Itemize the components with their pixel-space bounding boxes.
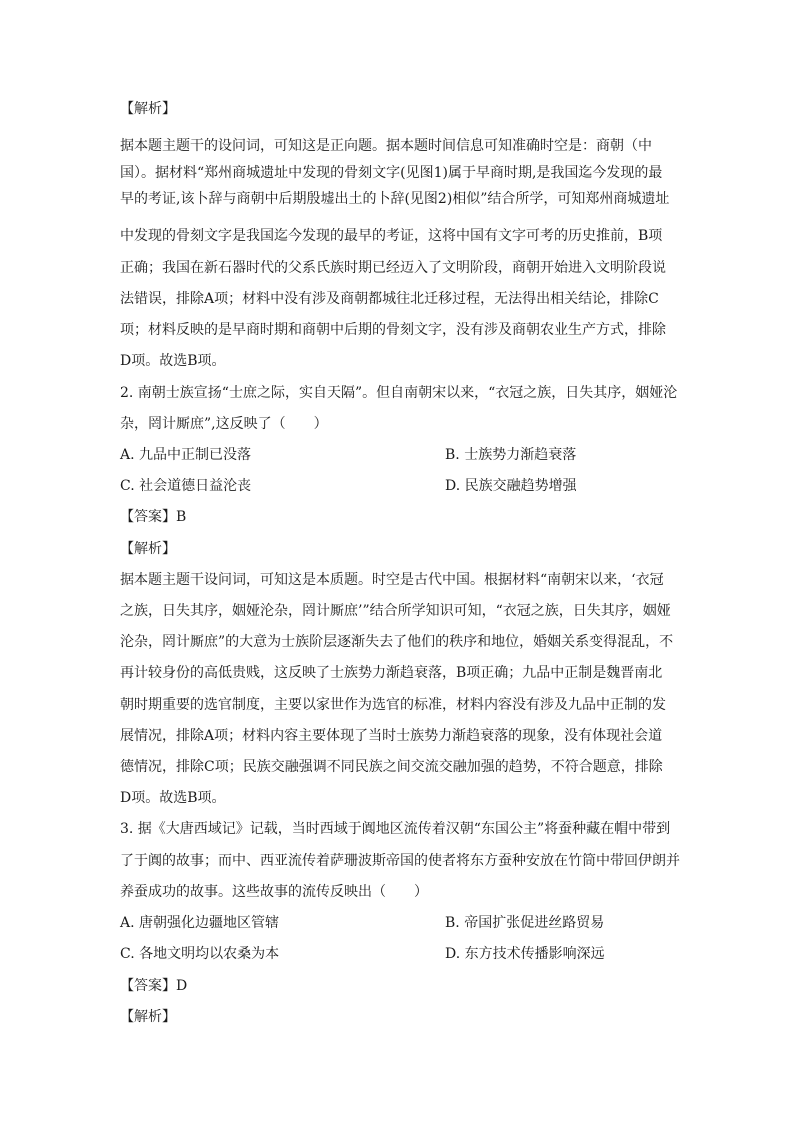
options-row [120,446,676,464]
paragraph-line: 中发现的骨刻文字是我国迄今发现的最早的考证，这将中国有文字可考的历史推前，B项 [120,228,663,244]
answer-line: 【答案】D [120,978,188,994]
option-b: B. 士族势力渐趋衰落 [445,447,577,463]
paragraph-line: D项。故选B项。 [120,790,226,806]
paragraph-line: 据本题主题干设问词，可知这是本质题。时空是古代中国。根据材料“南朝宋以来，‘衣冠 [120,572,664,588]
paragraph-line: 法错误，排除A项；材料中没有涉及商朝都城往北迁移过程，无法得出相关结论，排除C [120,291,659,307]
paragraph-line: 沦杂，罔计厮庶”的大意为士族阶层逐渐失去了他们的秩序和地位，婚姻关系变得混乱，不 [120,634,674,650]
options-row [120,945,676,963]
analysis-heading: 【解析】 [120,101,176,117]
question-3-stem: 养蚕成功的故事。这些故事的流传反映出（ ） [120,884,428,900]
paragraph-line: 正确；我国在新石器时代的父系氏族时期已经迈入了文明阶段，商朝开始进入文明阶段说 [120,260,666,276]
analysis-heading: 【解析】 [120,1009,176,1025]
option-d: D. 民族交融趋势增强 [445,478,577,494]
question-2-stem: 2. 南朝士族宣扬“士庶之际，实自天隔”。但自南朝宋以来，“衣冠之族，日失其序，姻娅沦 [120,385,678,401]
paragraph-line: 之族，日失其序，姻娅沦杂，罔计厮庶’”结合所学知识可知，“衣冠之族，日失其序，姻娅 [120,603,671,619]
option-b: B. 帝国扩张促进丝路贸易 [445,915,605,931]
paragraph-line: 朝时期重要的选官制度，主要以家世作为选官的标准，材料内容没有涉及九品中正制的发 [120,697,666,713]
options-row [120,914,676,932]
option-a: A. 唐朝强化边疆地区管辖 [120,915,280,931]
answer-line: 【答案】B [120,509,187,525]
analysis-heading: 【解析】 [120,541,176,557]
paragraph-line: 国）。据材料“郑州商城遗址中发现的骨刻文字(见图1)属于早商时期,是我国迄今发现的最 [120,165,663,181]
option-d: D. 东方技术传播影响深远 [445,946,605,962]
option-c: C. 社会道德日益沦丧 [120,478,252,494]
question-3-stem: 3. 据《大唐西域记》记载，当时西域于阗地区流传着汉朝“东国公主”将蚕种藏在帽中带到 [120,821,671,837]
question-2-stem: 杂，罔计厮庶”,这反映了（ ） [120,416,328,432]
paragraph-line: D项。故选B项。 [120,353,226,369]
option-c: C. 各地文明均以农桑为本 [120,946,280,962]
paragraph-line: 展情况，排除A项；材料内容主要体现了当时士族势力渐趋衰落的现象，没有体现社会道 [120,728,663,744]
option-a: A. 九品中正制已没落 [120,447,252,463]
paragraph-line: 项；材料反映的是早商时期和商朝中后期的骨刻文字，没有涉及商朝农业生产方式，排除 [120,322,666,338]
question-3-stem: 了于阗的故事；而中、西亚流传着萨珊波斯帝国的使者将东方蚕种安放在竹筒中带回伊朗并 [120,853,680,869]
paragraph-line: 德情况，排除C项；民族交融强调不同民族之间交流交融加强的趋势，不符合题意，排除 [120,759,663,775]
paragraph-line: 早的考证,该卜辞与商朝中后期殷墟出土的卜辞(见图2)相似”结合所学，可知郑州商城遗址 [120,191,670,207]
paragraph-line: 据本题主题干的设问词，可知这是正向题。据本题时间信息可知准确时空是：商朝（中 [120,138,652,154]
options-row [120,477,676,495]
paragraph-line: 再计较身份的高低贵贱，这反映了士族势力渐趋衰落，B项正确；九品中正制是魏晋南北 [120,665,663,681]
